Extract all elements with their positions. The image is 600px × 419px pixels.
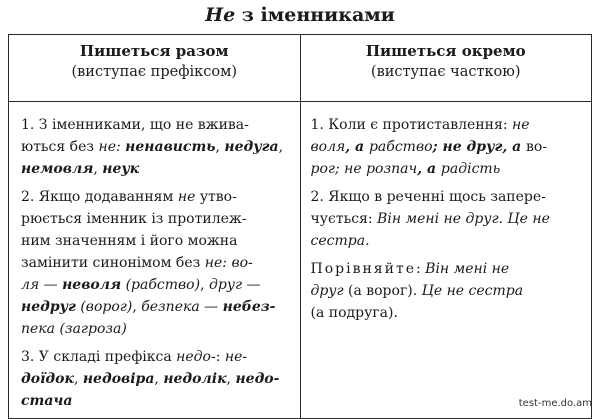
rule-line: друг (а ворог). Це не сестра xyxy=(310,283,524,299)
rule-line: воля, а рабство; не друг, а во- xyxy=(310,139,548,155)
rule-item xyxy=(311,114,582,180)
right-column-header xyxy=(300,35,592,102)
rule-line: недруг (ворог), безпека — небез- xyxy=(21,299,276,315)
rule-line: замінити синонімом без не: во- xyxy=(21,255,253,271)
rule-line: 2. Якщо в реченні щось запере- xyxy=(310,189,546,205)
content-row xyxy=(9,102,592,419)
page-title xyxy=(0,4,600,26)
rule-item xyxy=(311,186,582,252)
rule-line: ються без не: ненависть, недуга, xyxy=(21,139,284,155)
rule-line: доїдок, недовіра, недолік, недо- xyxy=(21,371,280,387)
rule-line: ним значенням і його можна xyxy=(21,233,238,249)
left-column-subheading: (виступає префіксом) xyxy=(71,64,238,80)
rule-line: 1. Коли є протиставлення: не xyxy=(310,117,530,133)
title-prefix: Не xyxy=(205,4,236,26)
rule-line: стача xyxy=(21,393,73,409)
rule-line: рог; не розпач, а радість xyxy=(310,161,501,177)
rule-item xyxy=(21,114,292,180)
left-column-header xyxy=(9,35,301,102)
rules-table xyxy=(8,34,592,419)
right-column-subheading: (виступає часткою) xyxy=(370,64,521,80)
right-column-content xyxy=(300,102,592,419)
title-rest: з іменниками xyxy=(235,4,395,26)
rule-line: пека (загроза) xyxy=(21,321,127,337)
rule-line: немовля, неук xyxy=(21,161,140,177)
rule-line: 3. У складі префікса недо-: не- xyxy=(21,349,248,365)
rule-item xyxy=(21,346,292,412)
left-column-content xyxy=(9,102,301,419)
rule-line: чується: Він мені не друг. Це не xyxy=(310,211,550,227)
rule-line: Порівняйте: Він мені не xyxy=(310,261,510,277)
right-column-heading: Пишеться окремо xyxy=(365,42,526,60)
rule-item xyxy=(311,258,582,324)
rule-line: ля — неволя (рабство), друг — xyxy=(21,277,261,293)
header-row xyxy=(9,35,592,102)
rule-line: рюється іменник із протилеж- xyxy=(21,211,247,227)
rule-item xyxy=(21,186,292,340)
left-column-heading: Пишеться разом xyxy=(79,42,229,60)
watermark: test-me.do.am xyxy=(518,398,592,409)
rule-line: 1. З іменниками, що не вжива- xyxy=(21,117,249,133)
rule-line: 2. Якщо додаванням не утво- xyxy=(21,189,237,205)
rule-line: (а подруга). xyxy=(310,305,398,321)
rule-line: сестра. xyxy=(310,233,370,249)
